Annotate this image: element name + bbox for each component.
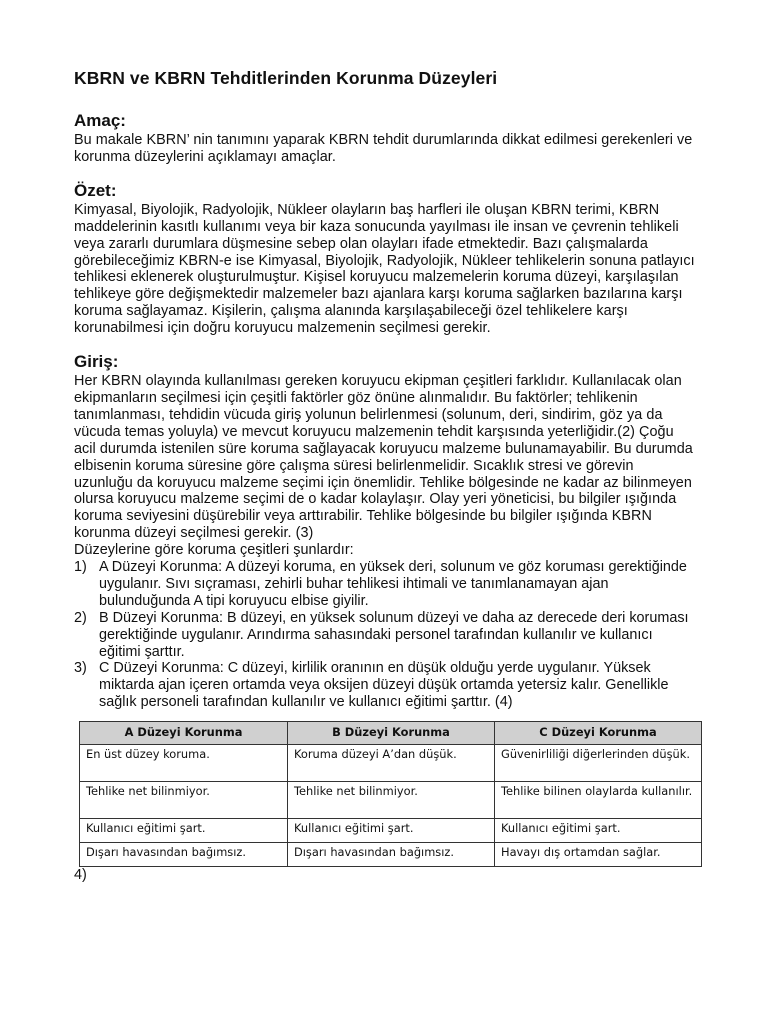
section-heading-giris: Giriş:: [74, 352, 119, 372]
section-ozet: [74, 180, 696, 337]
list-item-number: 3): [74, 660, 87, 677]
table-cell: Havayı dış ortamdan sağlar.: [495, 843, 702, 867]
list-intro: Düzeylerine göre koruma çeşitleri şunlardır:: [74, 542, 354, 559]
list-item: [74, 610, 696, 661]
section-giris: [74, 351, 696, 711]
table-cell: Güvenirliliği diğerlerinden düşük.: [495, 745, 702, 782]
table-cell: Kullanıcı eğitimi şart.: [495, 819, 702, 843]
section-text-amac: Bu makale KBRN’ nin tanımını yaparak KBRN tehdit durumlarında dikkat edilmesi gerekenleri ve korunma düzeylerini açıklamayı amaçlar.: [74, 132, 693, 165]
section-heading-amac: Amaç:: [74, 111, 126, 130]
list-item-text: A Düzeyi Korunma: A düzeyi koruma, en yüksek deri, solunum ve göz koruması gerektiğinde uygulanır. Sıvı sıçraması, zehirli buhar tehlikesi ihtimali ve tanımlanamayan ajan bulunduğunda A tipi koruyucu elbise giyilir.: [99, 559, 687, 609]
table-header-a: A Düzeyi Korunma: [80, 722, 288, 745]
table-cell: Tehlike net bilinmiyor.: [80, 782, 288, 819]
list-item-number: 2): [74, 609, 87, 626]
table-header-row: [80, 722, 702, 745]
section-amac: [74, 110, 696, 166]
list-item: [74, 559, 696, 610]
table-cell: Tehlike net bilinmiyor.: [288, 782, 495, 819]
list-item: [74, 660, 696, 711]
document-page: [74, 66, 696, 884]
table-row: [80, 819, 702, 843]
table-row: [80, 745, 702, 782]
list-item-text: B Düzeyi Korunma: B düzeyi, en yüksek solunum düzeyi ve daha az derecede deri koruması gerektiğinde uygulanır. Arındırma sahasındaki personel tarafından kullanılır ve kullanıcı eğitimi şarttır.: [99, 609, 689, 660]
section-heading-ozet: Özet:: [74, 180, 117, 200]
table-header-b: B Düzeyi Korunma: [288, 722, 495, 745]
protection-levels-list: [74, 559, 696, 711]
table-cell: Tehlike bilinen olaylarda kullanılır.: [495, 782, 702, 819]
document-title: KBRN ve KBRN Tehditlerinden Korunma Düzeyleri: [74, 68, 498, 88]
section-text-giris: Her KBRN olayında kullanılması gereken koruyucu ekipman çeşitleri farklıdır. Kullanılacak olan ekipmanların seçilmesi için çeşitli faktörler göz önüne alınmalıdır. Bu faktörler; tehlikenin tanımlanması, tehdidin vücuda giriş yolunun belirlenmesi (solunum, deri, sindirim, göz ya da vücuda temas yoluyla) ve mevcut koruyucu malzemenin tehdit karşısında yeterliğidir.(2) Çoğu acil durumda istenilen süre koruma sağlayacak koruyucu malzeme bulunamayabilir. Bu durumda elbisenin koruma süresine göre çalışma süresi belirlenmelidir. Sıcaklık stresi ve görevin uzunluğu da koruyucu malzeme seçimi için önemlidir. Tehlike bölgesinde ne kadar az bilinmeyen olursa koruyucu malzeme seçimi de o kadar kolaylaşır. Olay yeri yöneticisi, bu bilgiler ışığında koruma seviyesini düşürebilir veya arttırabilir. Tehlike bölgesinde bu bilgiler ışığında KBRN korunma düzeyi seçilmesi gerekir. (3): [74, 373, 693, 542]
table-cell: En üst düzey koruma.: [80, 745, 288, 782]
list-item-number: 1): [74, 559, 87, 576]
table-cell: Dışarı havasından bağımsız.: [288, 843, 495, 867]
comparison-table: [79, 721, 702, 867]
table-row: [80, 843, 702, 867]
table-cell: Kullanıcı eğitimi şart.: [288, 819, 495, 843]
table-reference: 4): [74, 867, 87, 884]
table-cell: Koruma düzeyi A’dan düşük.: [288, 745, 495, 782]
list-item-text: C Düzeyi Korunma: C düzeyi, kirlilik oranının en düşük olduğu yerde uygulanır. Yüksek miktarda ajan içeren ortamda veya oksijen düzeyi düşük ortamda yetersiz kalır. Genellikle sağlık personeli tarafından kullanılır ve kullanıcı eğitimi şarttır. (4): [99, 660, 669, 711]
table-row: [80, 782, 702, 819]
table-cell: Kullanıcı eğitimi şart.: [80, 819, 288, 843]
table-cell: Dışarı havasından bağımsız.: [80, 843, 288, 867]
section-text-ozet: Kimyasal, Biyolojik, Radyolojik, Nükleer olayların baş harfleri ile oluşan KBRN terimi, KBRN maddelerinin kasıtlı kullanımı veya bir kaza sonucunda yayılması ile insan ve çevrenin tehlikeli veya zararlı durumlara düşmesine sebep olan olayları ifade etmektedir. Bazı çalışmalarda görebileceğimiz KBRN-e ise Kimyasal, Biyolojik, Radyolojik, Nükleer tehlikelerin sonuna patlayıcı tehlikesi eklenerek oluşturulmuştur. Kişisel koruyucu malzemelerin koruma düzeyi, karşılaşılan tehlikeye göre değişmektedir malzemeler bazı ajanlara karşı koruma sağlarken bazılarına karşı koruma sağlayamaz. Kişilerin, çalışma alanında karşılaşabileceği özel tehlikelere karşı korunabilmesi için doğru koruyucu malzemenin seçilmesi gerekir.: [74, 201, 695, 337]
table-header-c: C Düzeyi Korunma: [495, 722, 702, 745]
